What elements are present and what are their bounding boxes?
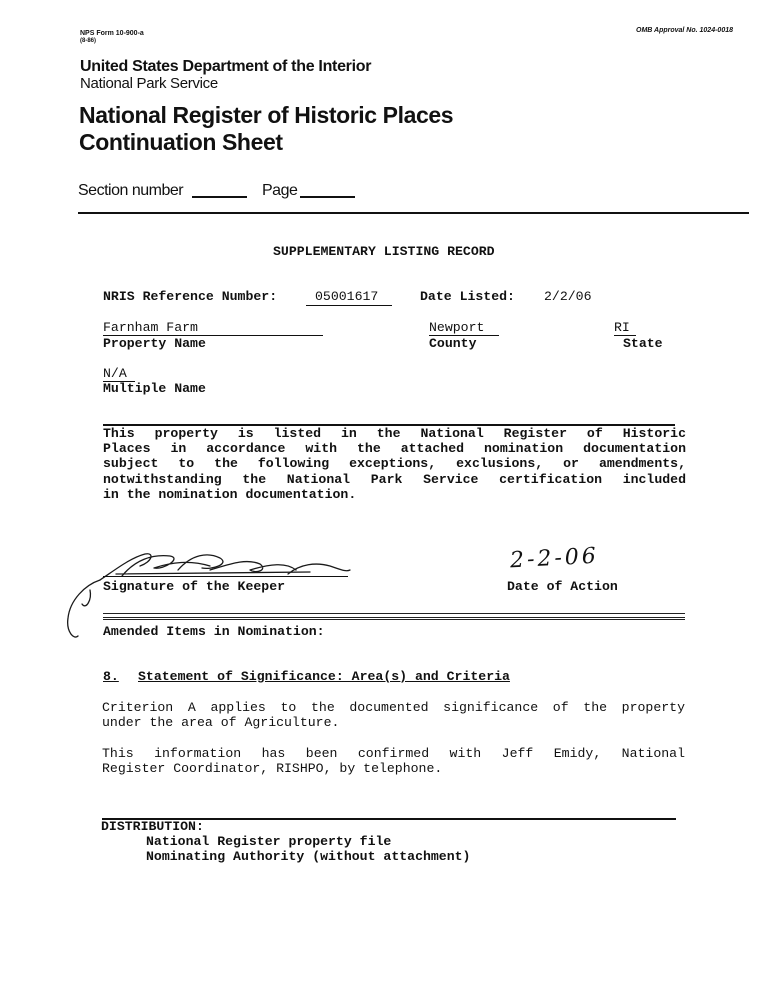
form-date: (8-86) [80,38,97,44]
date-listed-label: Date Listed: [420,289,515,304]
distribution-label: DISTRIBUTION: [101,819,204,834]
form-number: NPS Form 10-900-a [80,30,144,37]
date-listed-value: 2/2/06 [544,289,592,304]
amended-section-number: 8. [103,669,119,684]
county-value: Newport [429,320,485,335]
record-heading: SUPPLEMENTARY LISTING RECORD [273,244,495,259]
amendment-line: Criterion A applies to the documented significance of the property [102,700,685,715]
header-divider [78,212,749,214]
distribution-item: National Register property file [146,834,392,849]
amendment-paragraph-1 [102,700,685,730]
amendment-line: under the area of Agriculture. [102,715,340,731]
page-label: Page [262,182,298,199]
statement-paragraph [103,426,686,502]
page-subtitle: Continuation Sheet [79,129,283,155]
amendment-line: This information has been confirmed with Jeff Emidy, National [102,746,685,761]
department-name: United States Department of the Interior [80,58,372,75]
signature-label: Signature of the Keeper [103,579,286,594]
nris-value: 05001617 [315,289,379,304]
amendment-line: Register Coordinator, RISHPO, by telephone. [102,761,443,777]
amendment-paragraph-2 [102,746,685,776]
omb-approval: OMB Approval No. 1024-0018 [636,27,733,34]
amended-section-title: Statement of Significance: Area(s) and Criteria [138,669,510,684]
section-number-label: Section number [78,182,184,199]
property-name-label: Property Name [103,336,206,351]
multiple-name-label: Multiple Name [103,381,206,396]
nris-label: NRIS Reference Number: [103,289,278,304]
action-date-handwritten: 2-2-06 [509,543,600,574]
section-number-blank [192,196,247,198]
nris-underline [306,305,392,306]
statement-line: Places in accordance with the attached nomination documentation [103,441,686,457]
statement-line: subject to the following exceptions, exclusions, or amendments, [103,456,686,472]
statement-line: This property is listed in the National Register of Historic [103,426,686,441]
page-blank [300,196,355,198]
signature-line [103,576,348,577]
state-value: RI [614,320,630,335]
statement-line: notwithstanding the National Park Service certification included [103,471,686,487]
service-name: National Park Service [80,75,218,92]
date-of-action-label: Date of Action [507,579,618,594]
double-divider-lower [103,619,685,621]
amended-label: Amended Items in Nomination: [103,624,325,639]
statement-line: in the nomination documentation. [103,486,357,502]
double-divider [103,613,685,618]
multiple-name-value: N/A [103,366,127,381]
distribution-item: Nominating Authority (without attachment) [146,849,471,864]
state-label: State [623,336,663,351]
county-label: County [429,336,477,351]
page-title: National Register of Historic Places [79,102,454,128]
property-name-value: Farnham Farm [103,320,198,335]
